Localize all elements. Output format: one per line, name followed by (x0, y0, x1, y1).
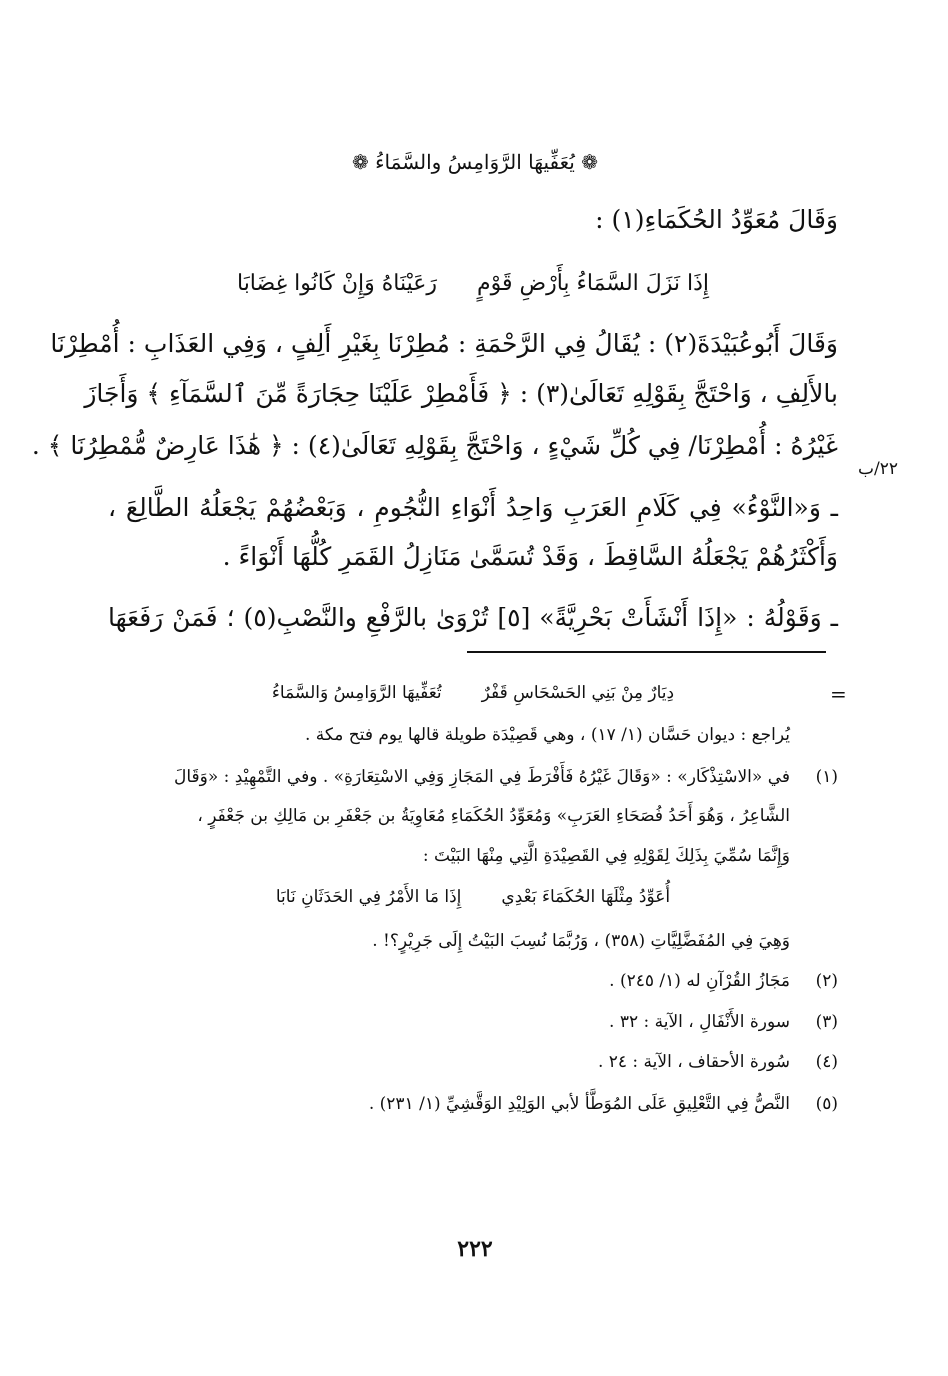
fn-verse-hemistich-1: دِيَارٌ مِنْ بَنِي الحَسْحَاسِ قَفْرٌ (481, 683, 675, 703)
verse-hemistich-1: إِذَا نَزَلَ السَّمَاءُ بِأَرْضِ قَوْمٍ (477, 271, 710, 296)
footnote-number: (١) (815, 767, 838, 787)
footnote-text: في «الاسْتِذْكَار» : «وَقَالَ غَيْرُهُ فَأَفْرَطَ فِي المَجَازِ وَفِي الاسْتِعَارَةِ» . وفي التَّمْهِيْدِ : «وَقَالَ (173, 767, 790, 787)
book-page: ❁ يُعَفِّيهَا الرَّوَامِسُ والسَّمَاءُ ❁ وَقَالَ مُعَوِّدُ الحُكَمَاءِ(١) : إِذَا نَزَلَ السَّمَاءُ بِأَرْضِ قَوْمٍ رَعَيْنَاهُ وَإِنْ كَانُوا غِضَابَا وَقَالَ أَبُوعُبَيْدَةَ(٢) : يُقَالُ فِي الرَّحْمَةِ : مُطِرْنَا بِغَيْرِ أَلِفٍ ، وَفِي العَذَابِ : أُمْطِرْنَا بالأَلِفِ ، وَاحْتَجَّ بِقَوْلِهِ تَعَالَىٰ(٣) : ﴿ فَأَمْطِرْ عَلَيْنَا حِجَارَةً مِّنَ ٱلسَّمَآءِ ﴾ وَأَجَازَ غَيْرُهُ : أُمْطِرْنَا/ فِي كُلِّ شَيْءٍ ، وَاحْتَجَّ بِقَوْلِهِ تَعَالَىٰ(٤) : ﴿ هَٰذَا عَارِضٌ مُّمْطِرُنَا ﴾ . ٢٢/ب ـ وَ«النَّوْءُ» فِي كَلَامِ العَرَبِ وَاحِدُ أَنْوَاءِ النُّجُومِ ، وَبَعْضُهُمْ يَجْعَلُهُ الطَّالِعَ ، وَأَكْثَرُهُمْ يَجْعَلُهُ السَّاقِطَ ، وَقَدْ تُسَمَّىٰ مَنَازِلُ القَمَرِ كُلُّهَا أَنْوَاءً . ـ وَقَوْلُهُ : «إِذَا أَنْشَأَتْ بَحْرِيَّةً» [٥] تُرْوَىٰ بالرَّفْعِ والنَّصْبِ(٥) ؛ فَمَنْ رَفَعَهَا = دِيَارٌ مِنْ بَنِي الحَسْحَاسِ قَفْرٌ تُعَفِّيهَا الرَّوَامِسُ وَالسَّمَاءُ يُراجع : ديوان حَسَّان (١/ ١٧) ، وهي قَصِيْدَة طويلة قالها يوم فتح مكة . (١) في «الاسْتِذْكَار» : «وَقَالَ غَيْرُهُ فَأَفْرَطَ فِي المَجَازِ وَفِي الاسْتِعَارَةِ» . وفي التَّمْهِيْدِ : «وَقَالَ الشَّاعِرُ ، وَهُوَ أَحَدُ فُصَحَاءِ العَرَبِ» وَمُعَوِّدُ الحُكَمَاءِ مُعَاوِيَةُ بن جَعْفَرِ بن مَالِكِ بن جَعْفَرٍ ، وَإِنَّمَا سُمِّيَ بِذَلِكَ لِقَوْلِهِ فِي القَصِيْدَةِ الَّتِي مِنْهَا البَيْتَ : أُعَوِّدُ مِثْلَهَا الحُكَمَاءَ بَعْدِي إِذَا مَا الأَمْرُ فِي الحَدَثَانِ نَابَا وَهِيَ فِي المُفَضَّلِيَّاتِ (٣٥٨) ، وَرُبَّمَا نُسِبَ البَيْتُ إِلَى جَرِيْرٍ؟! . (٢) مَجَازُ القُرْآنِ له (١/ ٢٤٥) . (٣) سورة الأَنْفَالِ ، الآية : ٣٢ . (٤) سُورة الأحقاف ، الآية : ٢٤ . (٥) النَّصُّ فِي التَّعْلِيقِ عَلَى المُوَطَّأ لأبي الوَلِيْدِ الوَقَّشِيِّ (١/ ٢٣١) . ٢٢٢ (31, 150, 898, 1262)
footnote-text: مَجَازُ القُرْآنِ له (١/ ٢٤٥) . (609, 971, 790, 991)
body-line-1: وَقَالَ مُعَوِّدُ الحُكَمَاءِ(١) : (595, 205, 838, 234)
footnote-text: سُورة الأحقاف ، الآية : ٢٤ . (597, 1052, 790, 1072)
footnote-number: (٤) (815, 1052, 838, 1072)
footnote-number: (٢) (815, 971, 838, 991)
body-line-5: غَيْرُهُ : أُمْطِرْنَا/ فِي كُلِّ شَيْءٍ ، وَاحْتَجَّ بِقَوْلِهِ تَعَالَىٰ(٤) : ﴿ هَٰذَا عَارِضٌ مُّمْطِرُنَا ﴾ . (31, 431, 838, 460)
footnote-1-verse (108, 880, 838, 914)
fn1-verse-hemistich-2: إِذَا مَا الأَمْرُ فِي الحَدَثَانِ نَابَا (275, 887, 462, 907)
footnote-text: النَّصُّ فِي التَّعْلِيقِ عَلَى المُوَطَّأ لأبي الوَلِيْدِ الوَقَّشِيِّ (١/ ٢٣١) . (368, 1094, 790, 1114)
fn1-verse-hemistich-1: أُعَوِّدُ مِثْلَهَا الحُكَمَاءَ بَعْدِي (501, 887, 671, 907)
body-line-4: بالأَلِفِ ، وَاحْتَجَّ بِقَوْلِهِ تَعَالَىٰ(٣) : ﴿ فَأَمْطِرْ عَلَيْنَا حِجَارَةً مِّنَ ٱلسَّمَآءِ ﴾ وَأَجَازَ (84, 379, 838, 408)
body-line-6: ـ وَ«النَّوْءُ» فِي كَلَامِ العَرَبِ وَاحِدُ أَنْوَاءِ النُّجُومِ ، وَبَعْضُهُمْ يَجْعَلُهُ الطَّالِعَ ، (108, 493, 838, 522)
margin-folio-note: ٢٢/ب (858, 459, 898, 479)
footnote-text: سورة الأَنْفَالِ ، الآية : ٣٢ . (609, 1012, 790, 1032)
running-header: ❁ يُعَفِّيهَا الرَّوَامِسُ والسَّمَاءُ ❁ (352, 150, 598, 174)
footnote-number: (٥) (815, 1094, 838, 1114)
footnote-number: (٣) (815, 1012, 838, 1032)
footnote-divider (467, 651, 826, 653)
verse-hemistich-2: رَعَيْنَاهُ وَإِنْ كَانُوا غِضَابَا (236, 271, 438, 296)
footnote-continued-verse (108, 676, 838, 710)
body-line-3: وَقَالَ أَبُوعُبَيْدَةَ(٢) : يُقَالُ فِي الرَّحْمَةِ : مُطِرْنَا بِغَيْرِ أَلِفٍ ، وَفِي العَذَابِ : أُمْطِرْنَا (50, 329, 838, 358)
page-number: ٢٢٢ (457, 1236, 493, 1262)
body-line-7: وَأَكْثَرُهُمْ يَجْعَلُهُ السَّاقِطَ ، وَقَدْ تُسَمَّىٰ مَنَازِلُ القَمَرِ كُلُّهَا أَنْوَاءً . (222, 542, 838, 571)
continuation-mark: = (830, 682, 847, 706)
poem-verse (108, 262, 838, 306)
body-line-8: ـ وَقَوْلُهُ : «إِذَا أَنْشَأَتْ بَحْرِيَّةً» [٥] تُرْوَىٰ بالرَّفْعِ والنَّصْبِ(٥) ؛ فَمَنْ رَفَعَهَا (108, 603, 839, 632)
fn-verse-hemistich-2: تُعَفِّيهَا الرَّوَامِسُ وَالسَّمَاءُ (271, 683, 442, 703)
